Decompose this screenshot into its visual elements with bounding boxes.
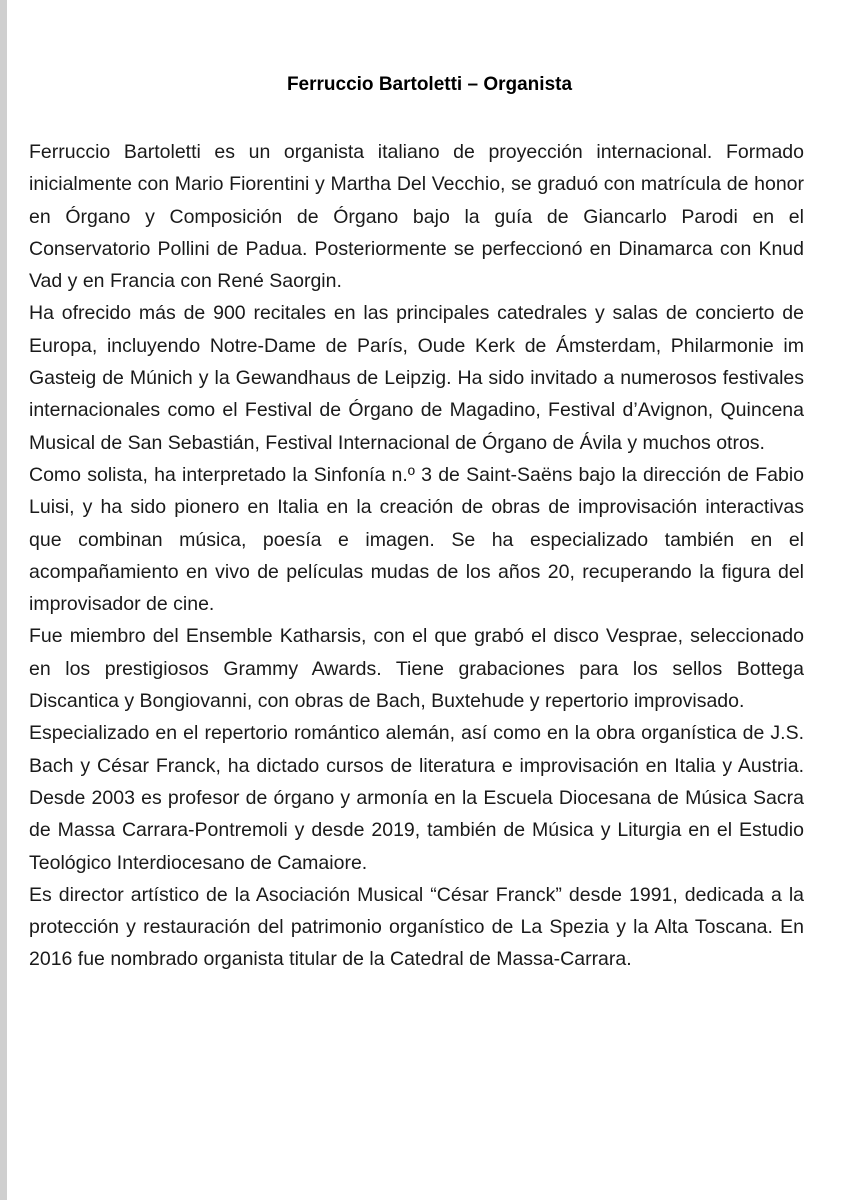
paragraph-formation: Ferruccio Bartoletti es un organista italiano de proyección internacional. Formado inicialmente con Mario Fiorentini y Martha Del Vecchio, se graduó con matrícula de honor en Órgano y Composición de Órgano bajo la guía de Giancarlo Parodi en el Conservatorio Pollini de Padua. Posteriormente se perfeccionó en Dinamarca con Knud Vad y en Francia con René Saorgin. xyxy=(29,141,804,293)
document-title: Ferruccio Bartoletti – Organista xyxy=(286,74,573,95)
paragraph-soloist: Como solista, ha interpretado la Sinfonía n.º 3 de Saint-Saëns bajo la dirección de Fabio Luisi, y ha sido pionero en Italia en la creación de obras de improvisación interactivas que combinan música, poesía e imagen. Se ha especializado también en el acompañamiento en vivo de películas mudas de los años 20, recuperando la figura del improvisador de cine. xyxy=(29,463,804,616)
paragraph-recitals: Ha ofrecido más de 900 recitales en las principales catedrales y salas de concierto de Europa, incluyendo Notre-Dame de París, Oude Kerk de Ámsterdam, Philarmonie im Gasteig de Múnich y la Gewandhaus de Leipzig. Ha sido invitado a numerosos festivales internacionales como el Festival de Órgano de Magadino, Festival d’Avignon, Quincena Musical de San Sebastián, Festival Internacional de Órgano de Ávila y muchos otros. xyxy=(29,302,804,454)
document-body xyxy=(29,136,804,976)
paragraph-recordings: Fue miembro del Ensemble Katharsis, con el que grabó el disco Vesprae, seleccionado en los prestigiosos Grammy Awards. Tiene grabaciones para los sellos Bottega Discantica y Bongiovanni, con obras de Bach, Buxtehude y repertorio improvisado. xyxy=(29,625,804,713)
paragraph-teaching: Especializado en el repertorio romántico alemán, así como en la obra organística de J.S. Bach y César Franck, ha dictado cursos de literatura e improvisación en Italia y Austria. Desde 2003 es profesor de órgano y armonía en la Escuela Diocesana de Música Sacra de Massa Carrara-Pontremoli y desde 2019, también de Música y Liturgia en el Estudio Teológico Interdiocesano de Camaiore. xyxy=(29,722,804,874)
page-edge-shadow xyxy=(0,0,7,1200)
paragraph-direction: Es director artístico de la Asociación Musical “César Franck” desde 1991, dedicada a la protección y restauración del patrimonio organístico de La Spezia y la Alta Toscana. En 2016 fue nombrado organista titular de la Catedral de Massa-Carrara. xyxy=(29,883,804,971)
